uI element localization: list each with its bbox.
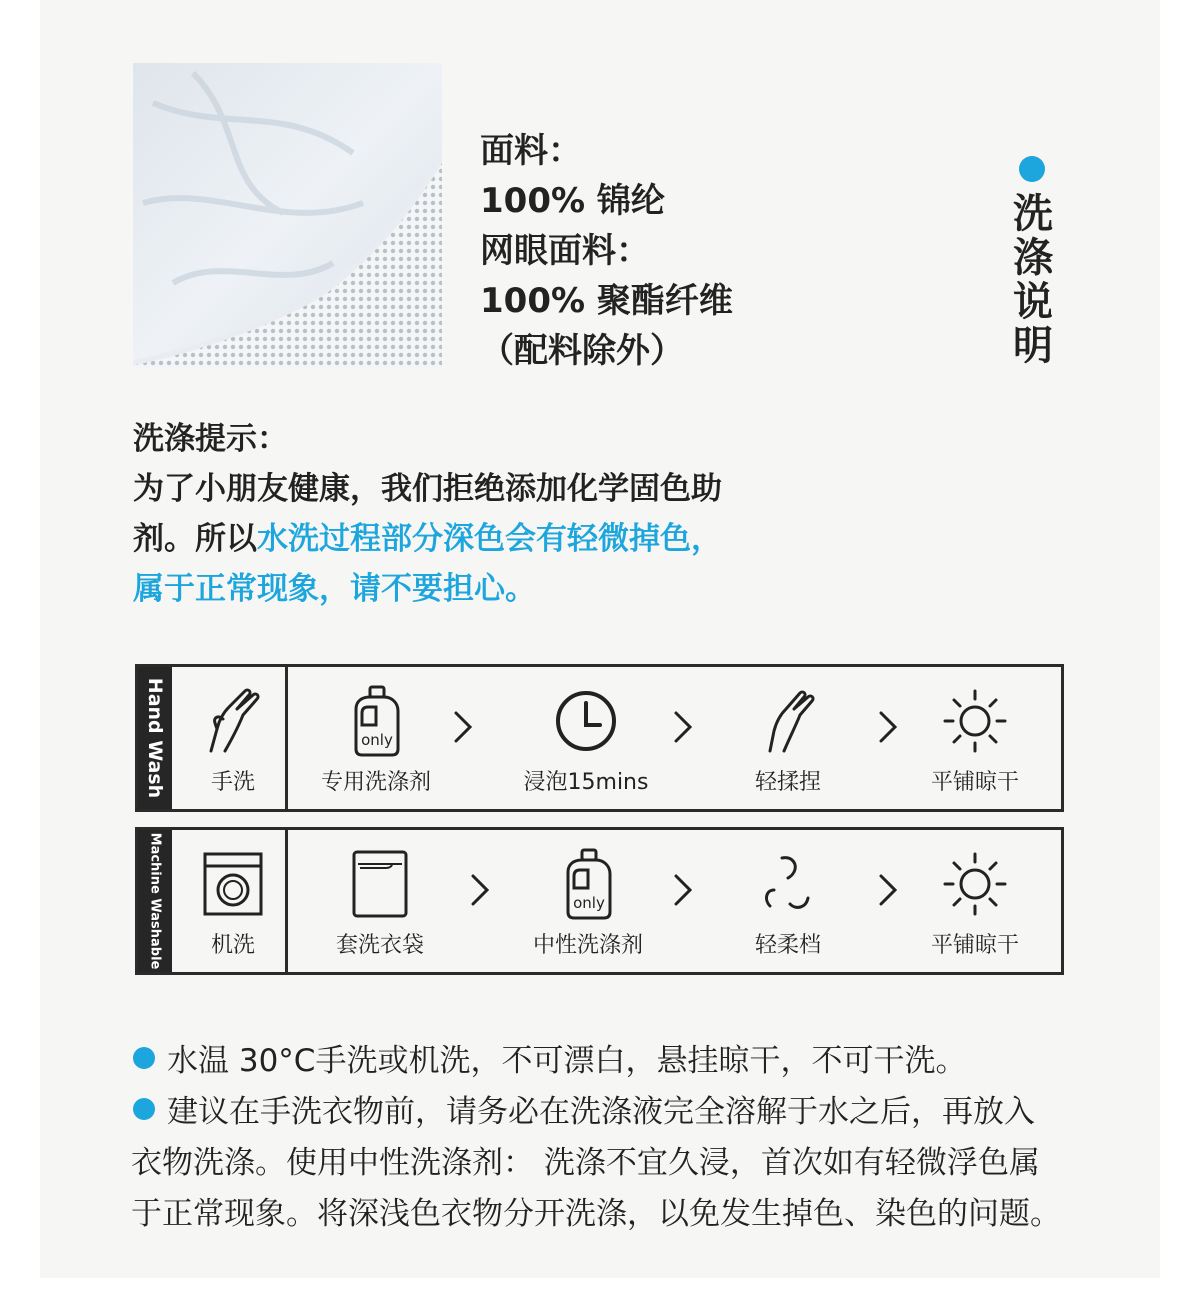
machine-step-4-label: 平铺晾干 [930,933,1019,958]
detergent-only-icon [336,681,416,761]
tips-line-2 [133,514,833,564]
sun-icon [935,681,1015,761]
hand-step-4 [895,681,1055,801]
note-2-cont-2: 于正常现象。将深浅色衣物分开洗涤，以免发生掉色、染色的问题。 [131,1196,1061,1232]
mesh-content: 100% 聚酯纤维 [480,281,733,321]
tips-line-2-text: 剂。所以 [133,521,257,557]
care-notes [133,1036,1123,1240]
tips-highlight-1: 水洗过程部分深色会有轻微掉色， [257,521,722,557]
panel-divider [285,667,288,809]
bullet-dot [133,1047,155,1069]
accent-dot [1019,156,1045,182]
hand-wash-panel [135,664,1064,812]
tips-line-1: 为了小朋友健康，我们拒绝添加化学固色助 [133,471,722,507]
machine-step-1 [300,844,460,964]
chevron-right-icon [668,870,698,910]
hand-step-4-label: 平铺晾干 [930,770,1019,795]
clock-icon [546,681,626,761]
hand-step-1-label: 专用洗涤剂 [320,770,431,795]
section-title: 洗涤说明 [1013,191,1053,369]
panel-divider [285,830,288,972]
hand-icon [193,681,273,761]
hand-wash-label: 手洗 [210,770,255,795]
hand-step-1 [296,681,456,801]
machine-step-3 [708,844,868,964]
hand-step-3-label: 轻揉捏 [754,770,821,795]
machine-step-3-label: 轻柔档 [754,933,821,958]
hand-icon [748,681,828,761]
note-1 [133,1036,1123,1087]
detergent-only-icon [548,844,628,924]
machine-wash-main [153,844,313,964]
machine-wash-side-label: Machine Washable [147,832,163,970]
machine-step-2 [508,844,668,964]
note-2-text: 建议在手洗衣物前，请务必在洗涤液完全溶解于水之后，再放入 [167,1094,1035,1130]
fabric-photo [133,63,442,368]
svg-text:only: only [573,894,605,912]
machine-step-1-label: 套洗衣袋 [335,933,424,958]
chevron-right-icon [668,707,698,747]
svg-text:only: only [361,731,393,749]
note-2 [133,1087,1123,1138]
tips-heading: 洗涤提示： [133,421,288,457]
hand-wash-side-label: Hand Wash [144,677,166,799]
machine-step-4 [895,844,1055,964]
laundry-bag-icon [340,844,420,924]
material-note: （配料除外） [480,331,684,371]
chevron-right-icon [465,870,495,910]
hand-wash-main [153,681,313,801]
hand-step-3 [708,681,868,801]
gentle-cycle-icon [748,844,828,924]
material-label: 面料： [480,131,582,171]
hand-step-2-label: 浸泡15mins [523,770,649,795]
machine-wash-label: 机洗 [210,933,255,958]
machine-step-2-label: 中性洗涤剂 [532,933,643,958]
chevron-right-icon [448,707,478,747]
hand-step-2 [506,681,666,801]
tips-highlight-2: 属于正常现象，请不要担心。 [133,571,536,607]
washing-tips [133,414,833,614]
note-1-text: 水温 30°C手洗或机洗，不可漂白，悬挂晾干，不可干洗。 [167,1043,967,1079]
mesh-label: 网眼面料： [480,231,650,271]
sun-icon [935,844,1015,924]
material-content: 100% 锦纶 [480,181,665,221]
washing-machine-icon [193,844,273,924]
material-info [480,126,733,376]
bullet-dot [133,1098,155,1120]
machine-wash-panel [135,827,1064,975]
note-2-cont-1: 衣物洗涤。使用中性洗涤剂： 洗涤不宜久浸，首次如有轻微浮色属 [131,1145,1040,1181]
